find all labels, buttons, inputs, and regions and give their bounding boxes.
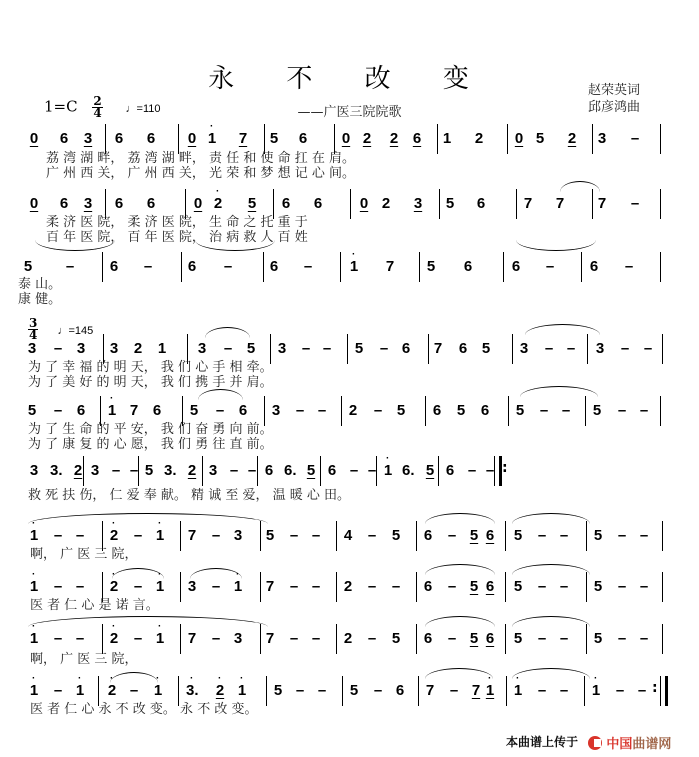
slur <box>205 327 250 338</box>
slur <box>190 568 242 579</box>
lyrics-verse-2: 为 了 美 好 的 明 天， 我 们 携 手 并 肩。 <box>28 375 273 390</box>
slur <box>516 240 596 251</box>
tie <box>520 386 598 397</box>
slur <box>425 513 495 524</box>
slur <box>28 513 268 524</box>
composer: 邱彦鸿曲 <box>588 100 641 115</box>
slur <box>195 240 275 251</box>
slur <box>28 616 268 627</box>
repeat-end-sign: : <box>652 680 658 696</box>
key-label: 1=C <box>44 97 78 116</box>
time-signature: $\frac{2}{4}$ <box>93 94 102 120</box>
tempo-marking: ♩=110 <box>125 102 161 115</box>
lyrics-verse-1: 泰 山。 <box>18 277 62 292</box>
lyricist: 赵荣英词 <box>588 83 641 98</box>
slur <box>425 616 495 627</box>
tie <box>525 324 600 335</box>
tie <box>512 668 590 679</box>
upload-text: 本曲谱上传于 <box>506 735 579 749</box>
lyrics-verse-2: 广 州 西 关， 广 州 西 关， 光 荣 和 梦 想 记 心 间。 <box>46 166 355 181</box>
slur <box>198 389 243 400</box>
tie <box>512 564 590 575</box>
footer-upload-notice <box>506 733 671 752</box>
song-title: 永 不 改 变 <box>208 64 491 94</box>
lyrics-chorus: 医 者 仁 心 是 诺 言。 <box>30 598 159 613</box>
tie <box>560 181 600 192</box>
slur <box>110 672 158 683</box>
lyrics-verse-1: 柔 济 医 院， 柔 济 医 院， 生 命 之 托 重 于 <box>46 215 308 230</box>
lyrics-chorus: 啊， 广 医 三 院， <box>30 652 138 667</box>
lyrics-verse-2: 康 健。 <box>18 292 62 307</box>
lyrics-chorus: 救 死 扶 伤， 仁 爱 奉 献。 精 诚 至 爱， 温 暖 心 田。 <box>28 488 350 503</box>
lyrics-chorus: 医 者 仁 心 永 不 改 变。 永 不 改 变。 <box>30 702 258 717</box>
site-logo[interactable]: 中国曲谱网 <box>588 733 671 752</box>
time-signature-change: $\frac{3}{4}$ ♩=145 <box>29 316 94 342</box>
slur <box>425 668 493 679</box>
tie <box>512 616 590 627</box>
lyrics-verse-2: 百 年 医 院， 百 年 医 院， 治 病 救 人 百 姓 <box>46 230 308 245</box>
lyrics-verse-2: 为 了 康 复 的 心 愿， 我 们 勇 往 直 前。 <box>28 437 273 452</box>
slur <box>112 568 164 579</box>
lyrics-verse-1: 荔 湾 湖 畔， 荔 湾 湖 畔， 责 任 和 使 命 扛 在 肩。 <box>46 151 355 166</box>
credits <box>588 82 640 116</box>
repeat-end-sign: : <box>502 460 508 476</box>
lyrics-chorus: 啊， 广 医 三 院， <box>30 547 138 562</box>
tempo-marking-2: ♩=145 <box>57 325 94 337</box>
slur <box>425 564 495 575</box>
song-subtitle: ——广医三院院歌 <box>297 105 402 120</box>
tie <box>512 513 590 524</box>
lyrics-verse-1: 为 了 幸 福 的 明 天， 我 们 心 手 相 牵。 <box>28 360 273 375</box>
lyrics-verse-1: 为 了 生 命 的 平 安， 我 们 奋 勇 向 前。 <box>28 422 273 437</box>
key-signature <box>44 96 160 119</box>
logo-icon <box>588 736 602 750</box>
slur <box>35 240 115 251</box>
